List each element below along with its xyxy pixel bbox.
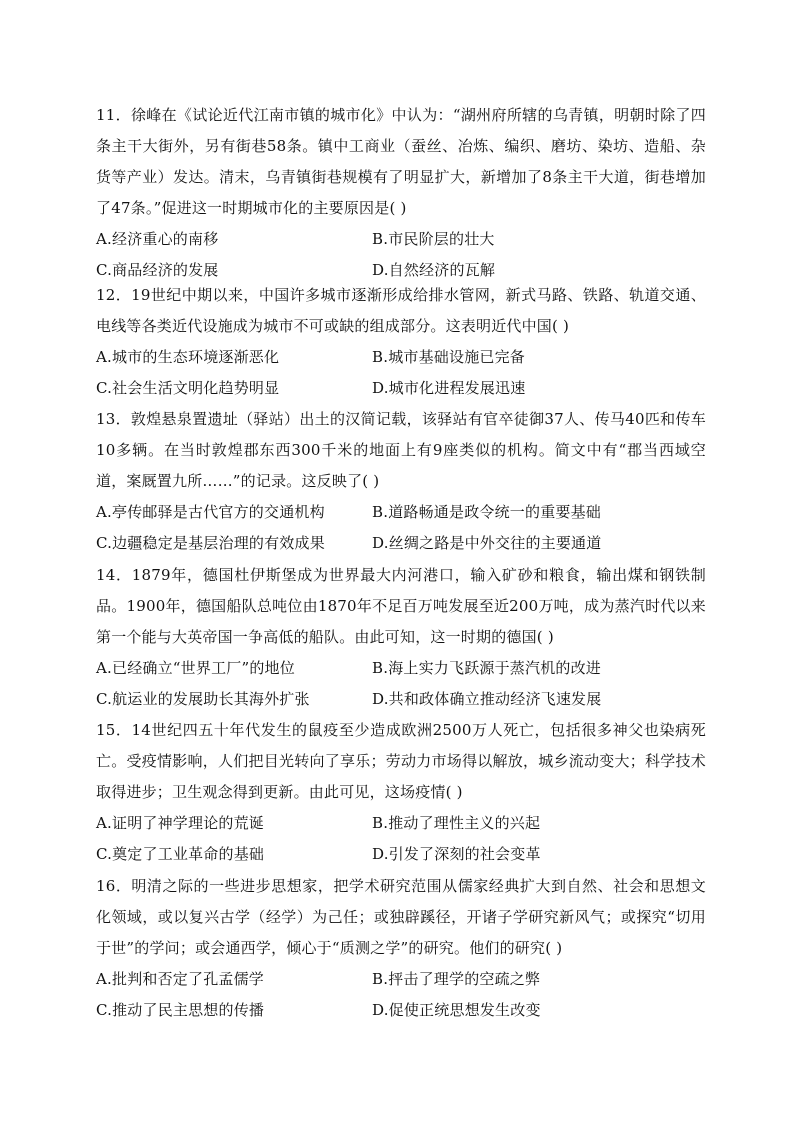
option-c: C.推动了民主思想的传播: [96, 1001, 265, 1019]
options-grid: [96, 653, 706, 715]
option-b: B.推动了理性主义的兴起: [372, 814, 541, 832]
option-c: C.航运业的发展助长其海外扩张: [96, 690, 310, 708]
question-14: [96, 560, 706, 715]
option-c: C.边疆稳定是基层治理的有效成果: [96, 534, 325, 552]
option-c: C.商品经济的发展: [96, 261, 219, 279]
options-grid: [96, 808, 706, 870]
question-16: [96, 871, 706, 1026]
options-grid: [96, 342, 706, 404]
option-b: B.城市基础设施已完备: [372, 348, 525, 366]
question-stem: 15．14世纪四五十年代发生的鼠疫至少造成欧洲2500万人死亡，包括很多神父也染病死亡。受疫情影响，人们把目光转向了享乐；劳动力市场得以解放，城乡流动变大；科学技术取得进步；卫生观念得到更新。由此可见，这场疫情( ): [96, 721, 706, 801]
option-a: A.经济重心的南移: [96, 230, 219, 248]
question-stem: 16．明清之际的一些进步思想家，把学术研究范围从儒家经典扩大到自然、社会和思想文化领域，或以复兴古学（经学）为己任；或独辟蹊径，开诸子学研究新风气；或探究“切用于世”的学问；或会通西学，倾心于“质测之学”的研究。他们的研究( ): [96, 877, 706, 957]
option-d: D.城市化进程发展迅速: [372, 379, 526, 397]
option-a: A.证明了神学理论的荒诞: [96, 814, 265, 832]
option-a: A.批判和否定了孔孟儒学: [96, 970, 265, 988]
option-c: C.奠定了工业革命的基础: [96, 845, 265, 863]
question-13: [96, 404, 706, 559]
option-a: A.亭传邮驿是古代官方的交通机构: [96, 503, 325, 521]
option-b: B.道路畅通是政令统一的重要基础: [372, 503, 601, 521]
question-stem: 14．1879年，德国杜伊斯堡成为世界最大内河港口，输入矿砂和粮食，输出煤和钢铁制品。1900年，德国船队总吨位由1870年不足百万吨发展至近200万吨，成为蒸汽时代以来第一个能与大英帝国一争高低的船队。由此可知，这一时期的德国( ): [96, 566, 706, 646]
option-d: D.引发了深刻的社会变革: [372, 845, 541, 863]
option-b: B.海上实力飞跃源于蒸汽机的改进: [372, 659, 601, 677]
question-11: [96, 100, 706, 286]
option-d: D.促使正统思想发生改变: [372, 1001, 541, 1019]
option-d: D.自然经济的瓦解: [372, 261, 496, 279]
question-stem: 11．徐峰在《试论近代江南市镇的城市化》中认为：“湖州府所辖的乌青镇，明朝时除了四条主干大街外，另有街巷58条。镇中工商业（蚕丝、冶炼、编织、磨坊、染坊、造船、杂货等产业）发达。清末，乌青镇街巷规模有了明显扩大，新增加了8条主干大道，街巷增加了47条。”促进这一时期城市化的主要原因是( ): [96, 106, 706, 217]
option-d: D.丝绸之路是中外交往的主要通道: [372, 534, 602, 552]
options-grid: [96, 224, 706, 286]
options-grid: [96, 964, 706, 1026]
option-a: A.城市的生态环境逐渐恶化: [96, 348, 280, 366]
option-b: B.市民阶层的壮大: [372, 230, 495, 248]
question-15: [96, 715, 706, 870]
option-c: C.社会生活文明化趋势明显: [96, 379, 280, 397]
question-12: [96, 280, 706, 404]
option-b: B.抨击了理学的空疏之弊: [372, 970, 541, 988]
option-d: D.共和政体确立推动经济飞速发展: [372, 690, 602, 708]
question-stem: 12．19世纪中期以来，中国许多城市逐渐形成给排水管网，新式马路、铁路、轨道交通、电线等各类近代设施成为城市不可或缺的组成部分。这表明近代中国( ): [96, 286, 706, 335]
options-grid: [96, 497, 706, 559]
option-a: A.已经确立“世界工厂”的地位: [96, 659, 295, 677]
question-stem: 13．敦煌悬泉置遗址（驿站）出土的汉简记载，该驿站有官卒徒御37人、传马40匹和传车10多辆。在当时敦煌郡东西300千米的地面上有9座类似的机构。简文中有“郡当西域空道，案厩置九所……”的记录。这反映了( ): [96, 410, 706, 490]
